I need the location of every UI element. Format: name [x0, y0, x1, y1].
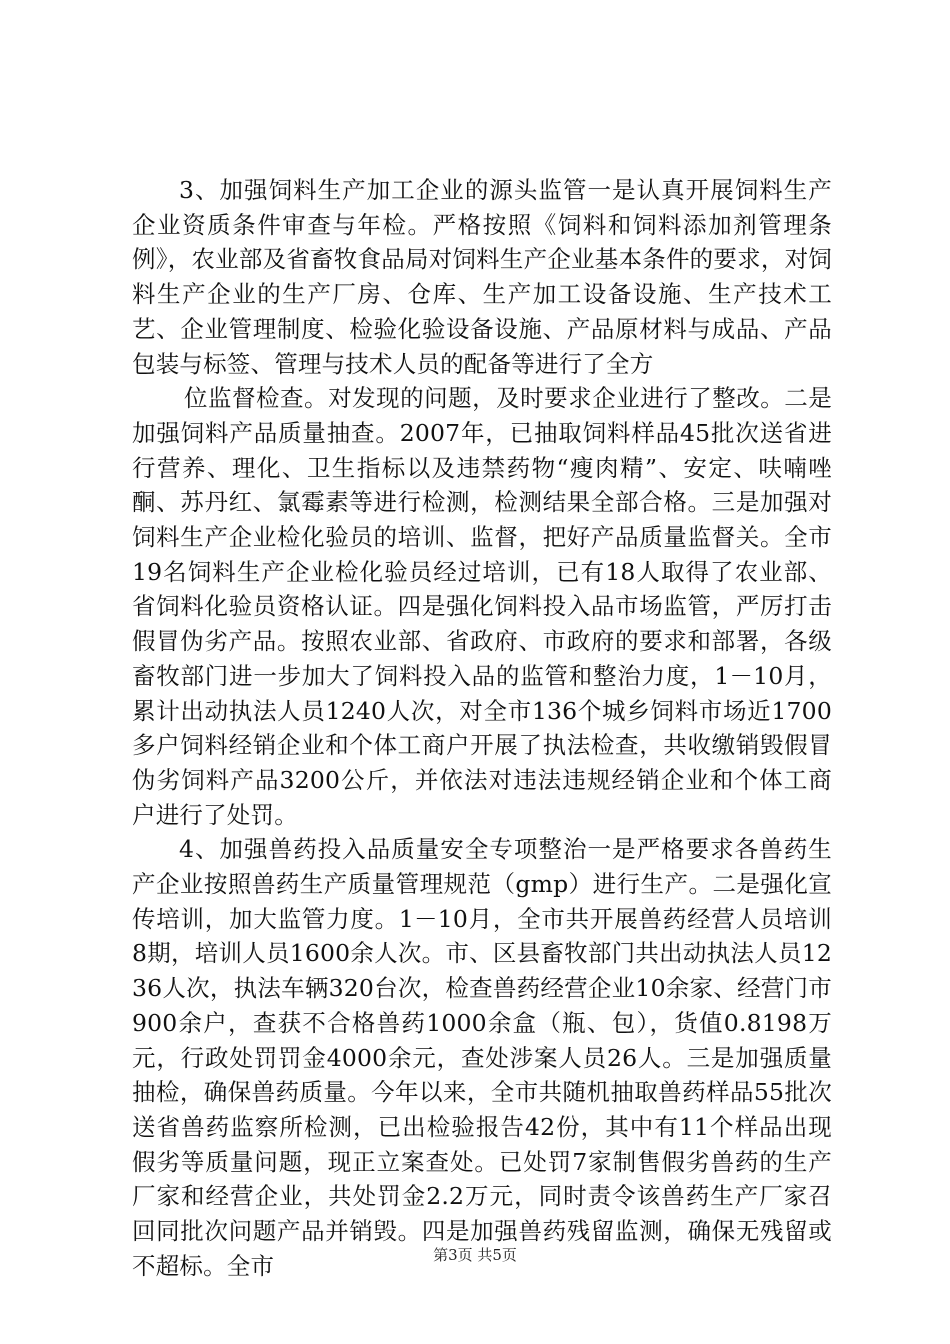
paragraph-feed-inspection-continued: 位监督检查。对发现的问题，及时要求企业进行了整改。二是加强饲料产品质量抽查。2007年，已抽取饲料样品45批次送省进行营养、理化、卫生指标以及违禁药物“瘦肉精”、安定、呋喃唑酮、苏丹红、氯霉素等进行检测，检测结果全部合格。三是加强对饲料生产企业检化验员的培训、监督，把好产品质量监督关。全市19名饲料生产企业检化验员经过培训，已有18人取得了农业部、省饲料化验员资格认证。四是强化饲料投入品市场监管，严厉打击假冒伪劣产品。按照农业部、省政府、市政府的要求和部署，各级畜牧部门进一步加大了饲料投入品的监管和整治力度，1－10月，累计出动执法人员1240人次，对全市136个城乡饲料市场近1700多户饲料经销企业和个体工商户开展了执法检查，共收缴销毁假冒伪劣饲料产品3200公斤，并依法对违法违规经销企业和个体工商户进行了处罚。 — [132, 384, 832, 829]
paragraph-veterinary-drug-rectification: 4、加强兽药投入品质量安全专项整治一是严格要求各兽药生产企业按照兽药生产质量管理规范（gmp）进行生产。二是强化宣传培训，加大监管力度。1－10月，全市共开展兽药经营人员培训8期，培训人员1600余人次。市、区县畜牧部门共出动执法人员1236人次，执法车辆320台次，检查兽药经营企业10余家、经营门市900余户，查获不合格兽药1000余盒（瓶、包），货值0.8198万元，行政处罚罚金4000余元，查处涉案人员26人。三是加强质量抽检，确保兽药质量。今年以来，全市共随机抽取兽药样品55批次送省兽药监察所检测，已出检验报告42份，其中有11个样品出现假劣等质量问题，现正立案查处。已处罚7家制售假劣兽药的生产厂家和经营企业，共处罚金2.2万元，同时责令该兽药生产厂家召回同批次问题产品并销毁。四是加强兽药残留监测，确保无残留或不超标。全市 — [132, 835, 832, 1280]
page-number-footer: 第3页 共5页 — [433, 1246, 517, 1264]
paragraph-feed-supervision: 3、加强饲料生产加工企业的源头监管一是认真开展饲料生产企业资质条件审查与年检。严格按照《饲料和饲料添加剂管理条例》，农业部及省畜牧食品局对饲料生产企业基本条件的要求，对饲料生产企业的生产厂房、仓库、生产加工设备设施、生产技术工艺、企业管理制度、检验化验设备设施、产品原材料与成品、产品包装与标签、管理与技术人员的配备等进行了全方 — [132, 176, 832, 378]
document-body — [132, 173, 832, 1284]
